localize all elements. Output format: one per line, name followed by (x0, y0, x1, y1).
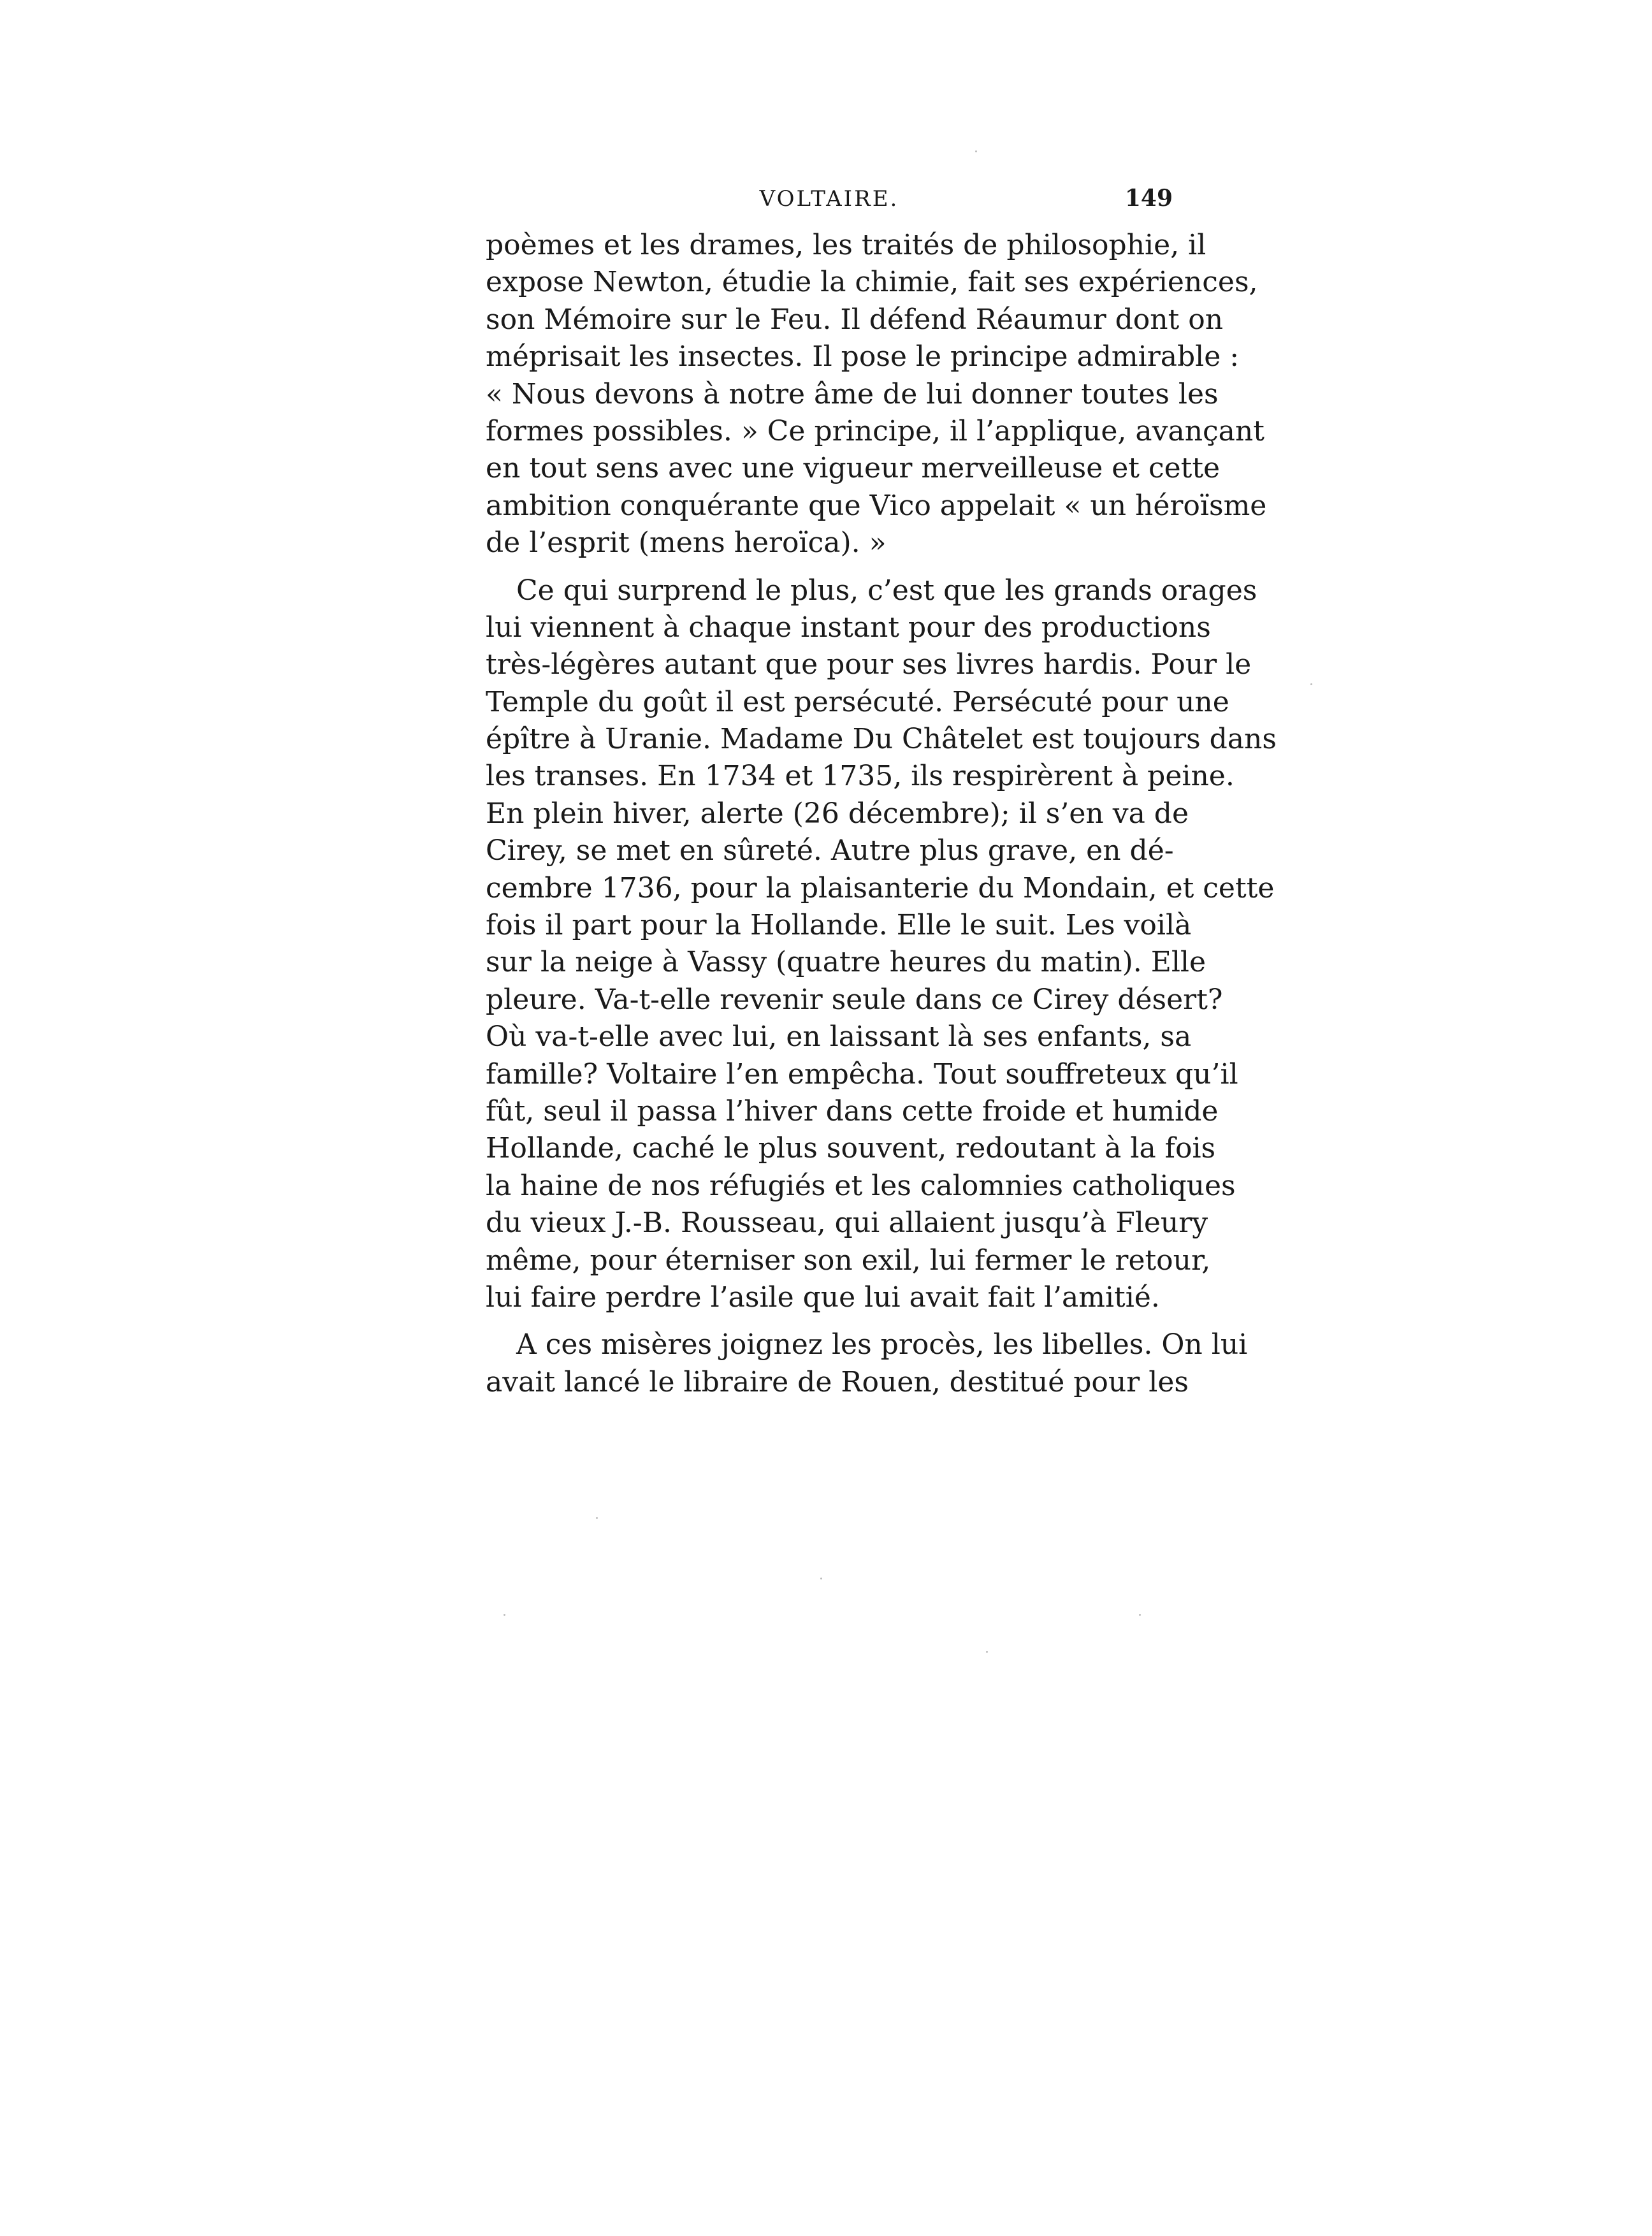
page-number: 149 (1124, 185, 1173, 212)
scan-speck (596, 1517, 598, 1519)
text-line: les transes. En 1734 et 1735, ils respirèrent à peine. (486, 760, 1235, 793)
text-line: fois il part pour la Hollande. Elle le suit. Les voilà (486, 909, 1192, 942)
scan-speck (986, 1651, 988, 1653)
scan-speck (504, 1614, 505, 1616)
text-line: son Mémoire sur le Feu. Il défend Réaumur dont on (486, 303, 1224, 336)
text-line: Où va-t-elle avec lui, en laissant là ses enfants, sa (486, 1020, 1192, 1054)
paragraph-gap (486, 1316, 1173, 1326)
scan-speck (975, 150, 977, 152)
text-line: en tout sens avec une vigueur merveilleuse et cette (486, 452, 1221, 485)
text-line: « Nous devons à notre âme de lui donner toutes les (486, 377, 1219, 410)
paragraph-3 (486, 1326, 1248, 1401)
scan-speck (1310, 683, 1312, 685)
text-line: cembre 1736, pour la plaisanterie du Mondain, et cette (486, 871, 1275, 904)
scan-speck (1139, 1614, 1141, 1616)
text-line: même, pour éterniser son exil, lui fermer le retour, (486, 1244, 1211, 1277)
text-line: A ces misères joignez les procès, les libelles. On lui (516, 1328, 1248, 1361)
text-line: expose Newton, étudie la chimie, fait ses expériences, (486, 266, 1258, 299)
text-line: En plein hiver, alerte (26 décembre); il s’en va de (486, 797, 1189, 830)
text-line: Cirey, se met en sûreté. Autre plus grave, en dé- (486, 834, 1174, 868)
paragraph-2 (486, 572, 1277, 1317)
text-line: la haine de nos réfugiés et les calomnies catholiques (486, 1169, 1236, 1202)
text-line: Hollande, caché le plus souvent, redoutant à la fois (486, 1132, 1216, 1165)
text-line: épître à Uranie. Madame Du Châtelet est toujours dans (486, 723, 1277, 756)
paragraph-1 (486, 227, 1267, 562)
text-line: lui viennent à chaque instant pour des productions (486, 611, 1211, 644)
page-header (486, 178, 1173, 217)
text-line: Ce qui surprend le plus, c’est que les grands orages (516, 574, 1257, 607)
paragraph-gap (486, 562, 1173, 572)
text-line: sur la neige à Vassy (quatre heures du matin). Elle (486, 946, 1206, 979)
scan-speck (820, 1578, 822, 1579)
text-line: ambition conquérante que Vico appelait « un héroïsme (486, 489, 1267, 522)
text-line: fût, seul il passa l’hiver dans cette froide et humide (486, 1094, 1219, 1128)
text-line: du vieux J.-B. Rousseau, qui allaient jusqu’à Fleury (486, 1207, 1208, 1240)
body-text (486, 227, 1277, 1401)
text-line: méprisait les insectes. Il pose le principe admirable : (486, 340, 1240, 374)
text-line: famille? Voltaire l’en empêcha. Tout souffreteux qu’il (486, 1057, 1238, 1091)
text-line: Temple du goût il est persécuté. Persécuté pour une (486, 685, 1229, 718)
text-line: pleure. Va-t-elle revenir seule dans ce Cirey désert? (486, 983, 1223, 1016)
text-line: avait lancé le libraire de Rouen, destitué pour les (486, 1365, 1189, 1398)
text-line: formes possibles. » Ce principe, il l’applique, avançant (486, 414, 1264, 447)
text-line: poèmes et les drames, les traités de philosophie, il (486, 229, 1206, 261)
text-line: lui faire perdre l’asile que lui avait fait l’amitié. (486, 1281, 1160, 1314)
text-line: de l’esprit (mens heroïca). » (486, 526, 887, 560)
text-line: très-légères autant que pour ses livres hardis. Pour le (486, 648, 1252, 681)
running-title: VOLTAIRE. (759, 186, 899, 212)
